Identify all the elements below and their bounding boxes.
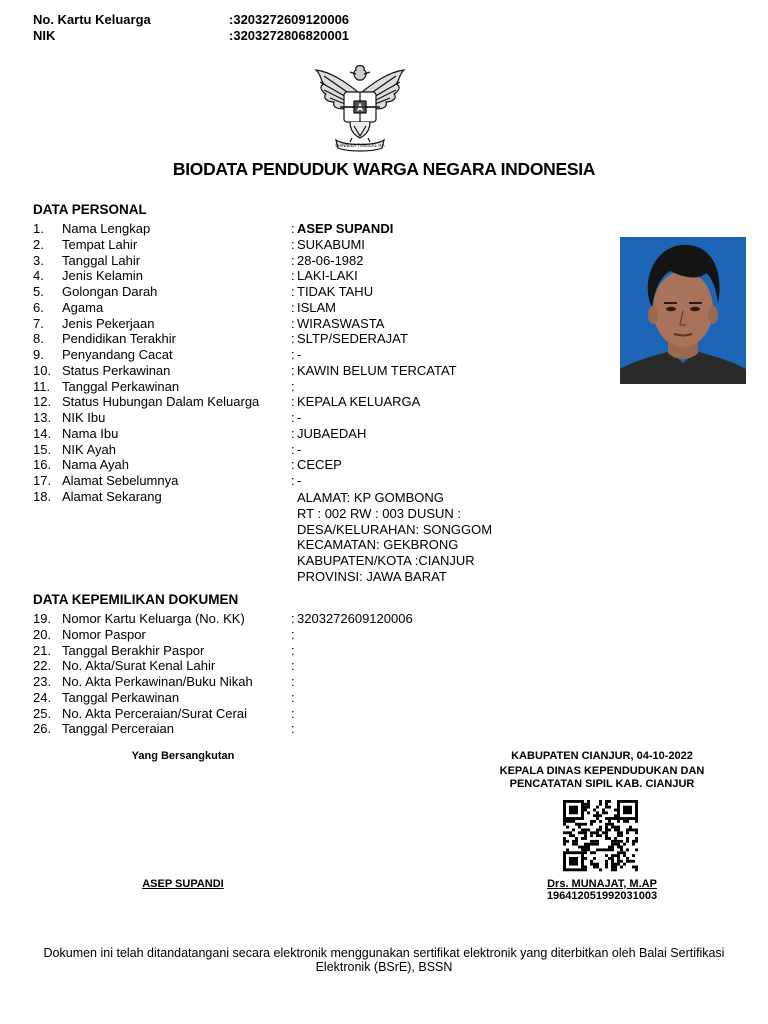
row-value: CECEP — [297, 457, 342, 473]
row-colon: : — [291, 473, 295, 488]
row-value: ISLAM — [297, 299, 337, 315]
qr-code-icon — [562, 800, 638, 872]
row-colon: : — [291, 626, 295, 642]
row-colon: : — [291, 658, 295, 674]
row-colon: : — [291, 252, 295, 268]
row-value: - — [297, 347, 302, 362]
signatory-right-nip: 196412051992031003 — [546, 890, 658, 902]
row-label: Nomor Kartu Keluarga (No. KK) — [62, 611, 245, 626]
kk-value: 3203272609120006 — [233, 12, 350, 27]
row-number: 12. — [33, 394, 52, 410]
kk-value-line: :3203272609120006 — [229, 12, 350, 27]
row-label: Tanggal Perceraian — [62, 721, 175, 737]
row-label: Status Hubungan Dalam Keluarga — [62, 394, 260, 410]
row-number: 10. — [33, 362, 52, 378]
row-number: 1. — [33, 221, 44, 236]
row-colon: : — [291, 457, 295, 473]
row-label: Tanggal Perkawinan — [62, 689, 180, 705]
row-label: Tanggal Perkawinan — [62, 378, 180, 394]
row-value: KEPALA KELUARGA — [297, 394, 421, 410]
signatory-left-name: ASEP SUPANDI — [142, 878, 224, 890]
row-colon: : — [291, 299, 295, 315]
address-line: KECAMATAN: GEKBRONG — [297, 537, 459, 553]
row-colon: : — [291, 425, 295, 441]
row-value: - — [297, 473, 302, 488]
nik-label: NIK — [33, 28, 56, 43]
row-value: 28-06-1982 — [297, 252, 364, 268]
row-value: SLTP/SEDERAJAT — [297, 331, 408, 347]
row-number: 15. — [33, 441, 52, 457]
signatory-right-title-1: KEPALA DINAS KEPENDUDUKAN DAN — [499, 765, 705, 777]
row-value: WIRASWASTA — [297, 315, 385, 331]
row-label: Tempat Lahir — [62, 236, 138, 252]
row-colon: : — [291, 410, 295, 425]
row-label: Tanggal Lahir — [62, 252, 141, 268]
row-number: 2. — [33, 236, 44, 252]
row-colon: : — [291, 378, 295, 394]
nik-value: 3203272806820001 — [233, 28, 350, 43]
row-number: 3. — [33, 252, 44, 268]
section-title-personal: DATA PERSONAL — [33, 202, 147, 217]
row-label: NIK Ayah — [62, 441, 116, 457]
row-colon: : — [291, 362, 295, 378]
row-colon: : — [291, 236, 295, 252]
row-colon: : — [291, 394, 295, 410]
row-number: 7. — [33, 315, 44, 331]
row-number: 16. — [33, 457, 52, 473]
row-number: 23. — [33, 674, 52, 689]
row-value: KAWIN BELUM TERCATAT — [297, 362, 457, 378]
address-line: DESA/KELURAHAN: SONGGOM — [297, 521, 493, 537]
signatory-right-place-date: KABUPATEN CIANJUR, 04-10-2022 — [511, 750, 693, 762]
address-line: PROVINSI: JAWA BARAT — [297, 568, 447, 584]
row-number: 8. — [33, 331, 44, 347]
row-value: ASEP SUPANDI — [297, 221, 394, 236]
row-label: Jenis Pekerjaan — [62, 315, 155, 331]
row-colon: : — [291, 642, 295, 658]
section-title-documents: DATA KEPEMILIKAN DOKUMEN — [33, 592, 239, 607]
row-number: 22. — [33, 658, 52, 674]
row-label: Penyandang Cacat — [62, 347, 173, 362]
row-number: 19. — [33, 611, 52, 626]
row-number: 20. — [33, 626, 52, 642]
row-value: - — [297, 441, 302, 457]
row-colon: : — [291, 331, 295, 347]
address-line: RT : 002 RW : 003 DUSUN : — [297, 505, 462, 521]
signatory-right-title-2: PENCATATAN SIPIL KAB. CIANJUR — [509, 778, 695, 790]
row-number: 17. — [33, 473, 52, 488]
row-colon: : — [291, 347, 295, 362]
address-line: ALAMAT: KP GOMBONG — [297, 490, 444, 505]
row-number: 13. — [33, 410, 52, 425]
kk-label: No. Kartu Keluarga — [33, 12, 151, 27]
nik-value-line: :3203272806820001 — [229, 28, 350, 43]
footer-line-2: Elektronik (BSrE), BSSN — [315, 960, 453, 974]
row-number: 5. — [33, 284, 44, 299]
row-label: Status Perkawinan — [62, 362, 171, 378]
row-colon: : — [291, 674, 295, 689]
row-number: 21. — [33, 642, 52, 658]
footer-note — [20, 946, 748, 974]
row-number: 11. — [33, 378, 51, 394]
row-colon: : — [291, 705, 295, 721]
row-label: Nama Ibu — [62, 425, 119, 441]
row-colon: : — [291, 721, 295, 737]
row-number: 14. — [33, 425, 52, 441]
row-label: Tanggal Berakhir Paspor — [62, 642, 205, 658]
row-value: 3203272609120006 — [297, 611, 413, 626]
row-colon: : — [291, 689, 295, 705]
row-colon: : — [291, 268, 295, 284]
row-number: 26. — [33, 721, 52, 737]
garuda-emblem-icon — [310, 62, 410, 154]
row-label: Golongan Darah — [62, 284, 158, 299]
row-number: 9. — [33, 347, 44, 362]
row-number: 18. — [33, 488, 52, 504]
row-value: LAKI-LAKI — [297, 268, 358, 284]
row-colon: : — [291, 284, 295, 299]
row-value: - — [297, 410, 302, 425]
row-colon: : — [291, 441, 295, 457]
row-label: Nomor Paspor — [62, 626, 146, 642]
footer-line-1: Dokumen ini telah ditandatangani secara elektronik menggunakan sertifikat elektronik yang diterbitkan oleh Balai Sertifikasi — [43, 946, 725, 960]
row-number: 24. — [33, 689, 52, 705]
row-colon: : — [291, 315, 295, 331]
row-colon: : — [291, 611, 295, 626]
row-label: No. Akta Perkawinan/Buku Nikah — [62, 674, 253, 689]
row-label: Nama Ayah — [62, 457, 129, 473]
person-photo — [620, 237, 746, 384]
row-number: 25. — [33, 705, 52, 721]
row-label: No. Akta Perceraian/Surat Cerai — [62, 705, 247, 721]
row-value: SUKABUMI — [297, 236, 365, 252]
row-label: Jenis Kelamin — [62, 268, 143, 284]
signatory-right-name: Drs. MUNAJAT, M.AP — [547, 878, 657, 890]
row-label: No. Akta/Surat Kenal Lahir — [62, 658, 216, 674]
row-label: Agama — [62, 299, 104, 315]
row-value: JUBAEDAH — [297, 425, 367, 441]
row-label: Nama Lengkap — [62, 221, 151, 236]
row-label: Pendidikan Terakhir — [62, 331, 176, 347]
svg-text:BHINNEKA TUNGGAL IKA: BHINNEKA TUNGGAL IKA — [335, 143, 385, 148]
row-colon: : — [291, 221, 295, 236]
address-block — [297, 490, 492, 585]
row-value: TIDAK TAHU — [297, 284, 374, 299]
row-label: Alamat Sebelumnya — [62, 473, 179, 488]
row-number: 6. — [33, 299, 44, 315]
address-line: KABUPATEN/KOTA :CIANJUR — [297, 553, 475, 569]
row-number: 4. — [33, 268, 44, 284]
row-label: NIK Ibu — [62, 410, 106, 425]
page-title: BIODATA PENDUDUK WARGA NEGARA INDONESIA — [172, 159, 596, 179]
signatory-left-title: Yang Bersangkutan — [131, 750, 235, 762]
row-label: Alamat Sekarang — [62, 488, 162, 504]
